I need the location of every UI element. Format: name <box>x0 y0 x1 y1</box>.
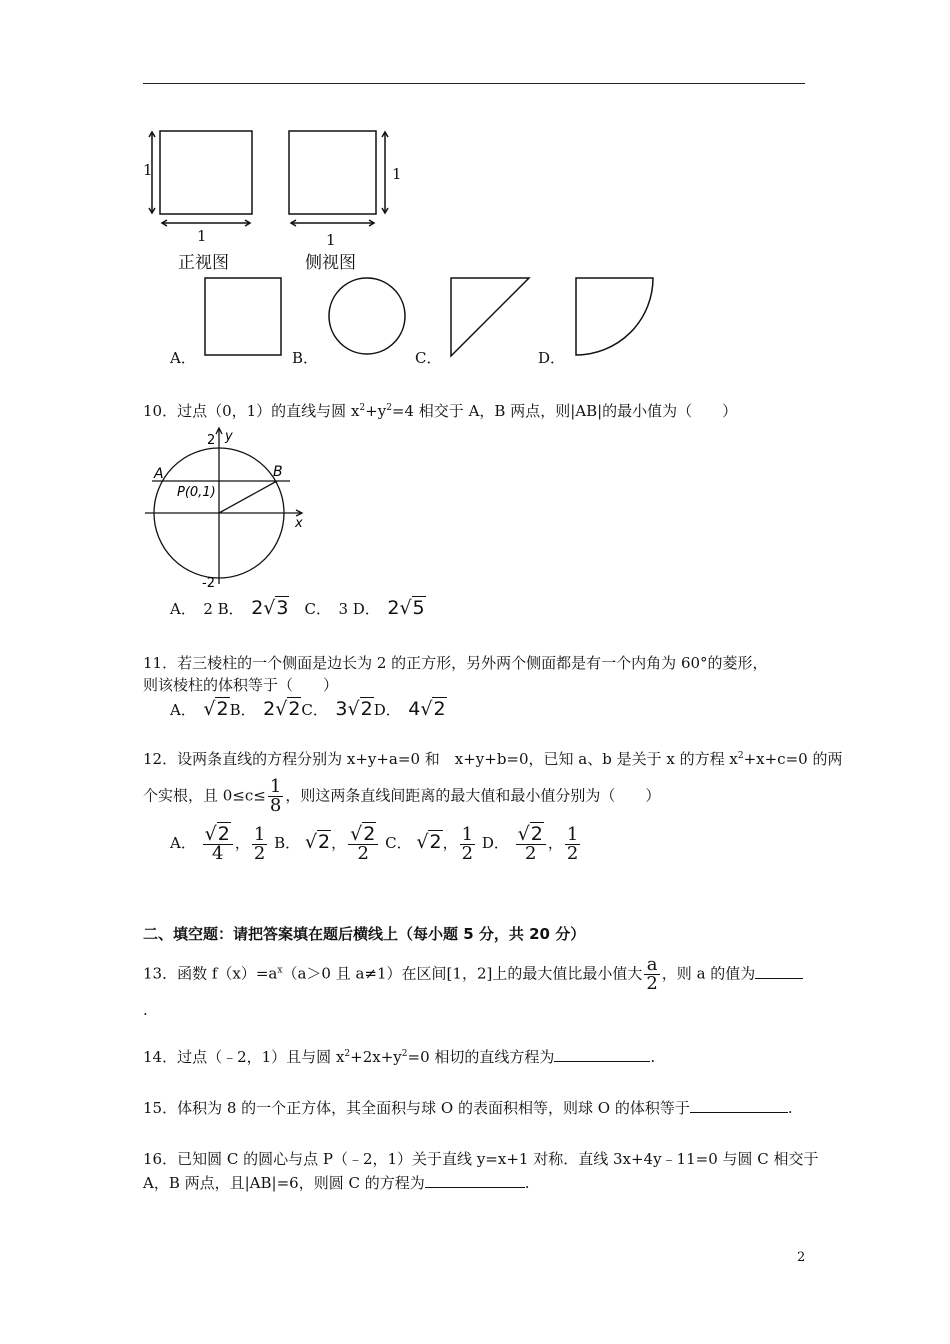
front-width-label: 1 <box>197 227 207 245</box>
circle-shape <box>329 278 405 354</box>
svg-text:x: x <box>295 516 303 531</box>
q12-line1: 12．设两条直线的方程分别为 x+y+a=0 和 x+y+b=0，已知 a、b 是关于 x 的方程 $x^2+x+c=0$ 的两 <box>143 750 843 768</box>
q15-text: 15．体积为 8 的一个正方体，其全面积与球 O 的表面积相等，则球 O 的体积等于 . <box>143 1099 793 1117</box>
q14-text: 14．过点（﹣2，1）且与圆 $x^2+2x+y^2=0$ 相切的直线方程为 . <box>143 1048 656 1066</box>
square-shape <box>205 278 281 355</box>
section-title: 二、填空题：请把答案填在题后横线上（每小题 5 分，共 20 分） <box>143 925 586 943</box>
q12-options: A． $\frac{√2}{4}$ ， $\frac{1}{2}$ B． √2， $\frac{√2}{2}$ C． √2， $\frac{1}{2}$ D． $\frac{√2}{2}$ ， $\frac{1}{2}$ <box>170 823 579 864</box>
q10-circle-figure <box>140 424 315 592</box>
q16-line1: 16．已知圆 C 的圆心与点 P（﹣2，1）关于直线 y=x+1 对称．直线 3x+4y﹣11=0 与圆 C 相交于 <box>143 1150 819 1168</box>
q13-text: 13．函数 $f(x)=a^x(a>0$ 且 a≠1）在区间[1，2]上的最大值比最小值大 $\frac{a}{2}$ ，则 a 的值为 <box>143 956 803 993</box>
svg-text:y: y <box>225 429 233 444</box>
q11-line2: 则该棱柱的体积等于（ ） <box>143 676 339 694</box>
front-view-label: 正视图 <box>178 253 229 273</box>
q9-option-a: A． <box>170 349 196 367</box>
q9-option-b: B． <box>292 349 319 367</box>
quarter-circle-shape <box>576 278 653 355</box>
q10-options: A． 2 B． 2√3 C． 3 D． 2√5 <box>170 597 425 619</box>
header-rule <box>143 83 805 84</box>
svg-text:B: B <box>273 464 283 480</box>
q13-tail: . <box>143 1001 148 1019</box>
side-width-label: 1 <box>326 231 336 249</box>
triangle-shape <box>451 278 529 356</box>
front-view <box>149 131 252 226</box>
q10-stem: 10．过点（0，1）的直线与圆 $x^2+y^2=4$ 相交于 A，B 两点，则|AB|的最小值为（ ） <box>143 402 738 420</box>
q12-line2: 个实根，且 0≤c≤ $\frac{1}{8}$ ，则这两条直线间距离的最大值和最小值分别为（ ） <box>143 776 661 816</box>
q16-line2: A，B 两点，且|AB|=6，则圆 C 的方程为 . <box>143 1174 530 1192</box>
svg-text:A: A <box>154 466 164 482</box>
q9-option-d: D． <box>538 349 566 367</box>
side-view <box>289 131 388 226</box>
q14-answer-blank[interactable] <box>554 1047 650 1062</box>
q15-answer-blank[interactable] <box>690 1098 788 1113</box>
side-view-label: 侧视图 <box>305 253 356 273</box>
q9-option-c: C． <box>415 349 442 367</box>
page-number: 2 <box>797 1250 806 1265</box>
svg-text:-2: -2 <box>202 576 215 591</box>
q13-answer-blank[interactable] <box>755 964 803 979</box>
svg-text:P(0,1): P(0,1) <box>177 485 216 500</box>
front-height-label: 1 <box>143 161 153 179</box>
q11-options: A． √2B． 2√2C． 3√2D． 4√2 <box>170 698 446 720</box>
q16-answer-blank[interactable] <box>425 1173 525 1188</box>
side-height-label: 1 <box>392 165 402 183</box>
svg-text:2: 2 <box>207 433 216 448</box>
q11-line1: 11．若三棱柱的一个侧面是边长为 2 的正方形，另外两个侧面都是有一个内角为 60°的菱形， <box>143 654 768 672</box>
